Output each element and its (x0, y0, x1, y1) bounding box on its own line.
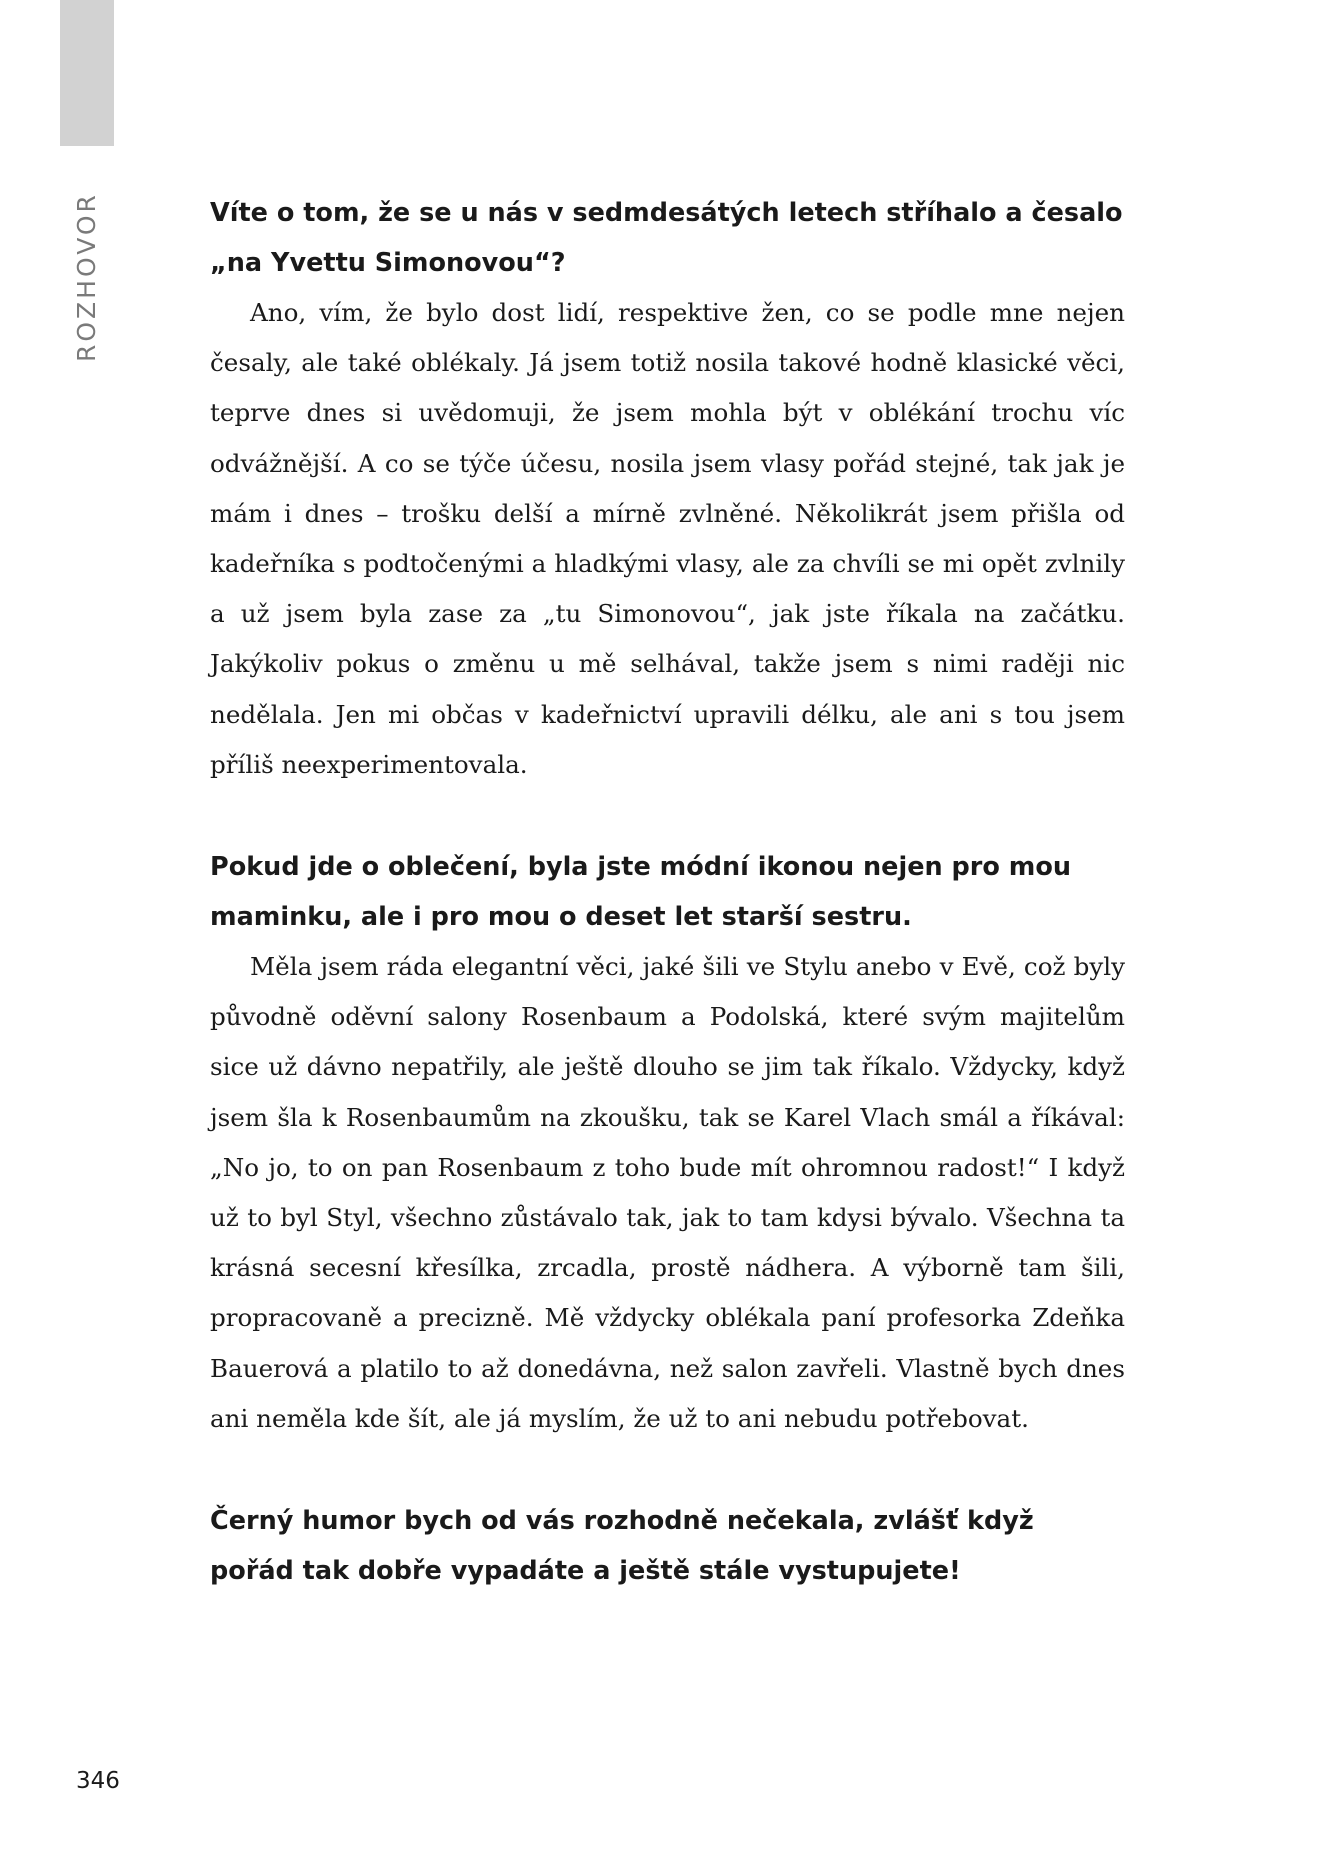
interview-answer-2: Měla jsem ráda elegantní věci, jaké šili ve Stylu anebo v Evě, což byly původně oděvní salony Rosenbaum a Podolská, které svým majitelům sice už dávno nepatřily, ale ještě dlouho se jim tak říkalo. Vždycky, když jsem šla k Rosenbaumům na zkoušku, tak se Karel Vlach smál a říkával: „No jo, to on pan Rosenbaum z toho bude mít ohromnou radost!“ I když už to byl Styl, všechno zůstávalo tak, jak to tam kdysi bývalo. Všechna ta krásná secesní křesílka, zrcadla, prostě nádhera. A výborně tam šili, propracovaně a precizně. Mě vždycky oblékala paní profesorka Zdeňka Bauerová a platilo to až donedávna, než salon zavřeli. Vlastně bych dnes ani neměla kde šít, ale já myslím, že už to ani nebudu potřebovat. (210, 952, 1125, 1433)
text-column (210, 188, 1125, 1596)
interview-answer-1: Ano, vím, že bylo dost lidí, respektive žen, co se podle mne nejen česaly, ale také oblékaly. Já jsem totiž nosila takové hodně klasické věci, teprve dnes si uvědomuji, že jsem mohla být v oblékání trochu víc odvážnější. A co se týče účesu, nosila jsem vlasy pořád stejné, tak jak je mám i dnes – trošku delší a mírně zvlněné. Několikrát jsem přišla od kadeřníka s podtočenými a hladkými vlasy, ale za chvíli se mi opět zvlnily a už jsem byla zase za „tu Simonovou“, jak jste říkala na začátku. Jakýkoliv pokus o změnu u mě selhával, takže jsem s nimi raději nic nedělala. Jen mi občas v kadeřnictví upravili délku, ale ani s tou jsem příliš neexperimentovala. (210, 298, 1125, 779)
section-label: ROZHOVOR (72, 192, 101, 362)
page-number: 346 (76, 1768, 120, 1794)
block-spacer (210, 790, 1125, 842)
interview-question-2: Pokud jde o oblečení, byla jste módní ikonou nejen pro mou maminku, ale i pro mou o deset let starší sestru. (210, 852, 1072, 933)
block-spacer (210, 1444, 1125, 1496)
interview-question-3: Černý humor bych od vás rozhodně nečekala, zvlášť když pořád tak dobře vypadáte a ještě stále vystupujete! (210, 1506, 1034, 1587)
interview-question-1: Víte o tom, že se u nás v sedmdesátých letech stříhalo a česalo „na Yvettu Simonovou“? (210, 198, 1123, 278)
section-tab-marker (60, 0, 114, 146)
